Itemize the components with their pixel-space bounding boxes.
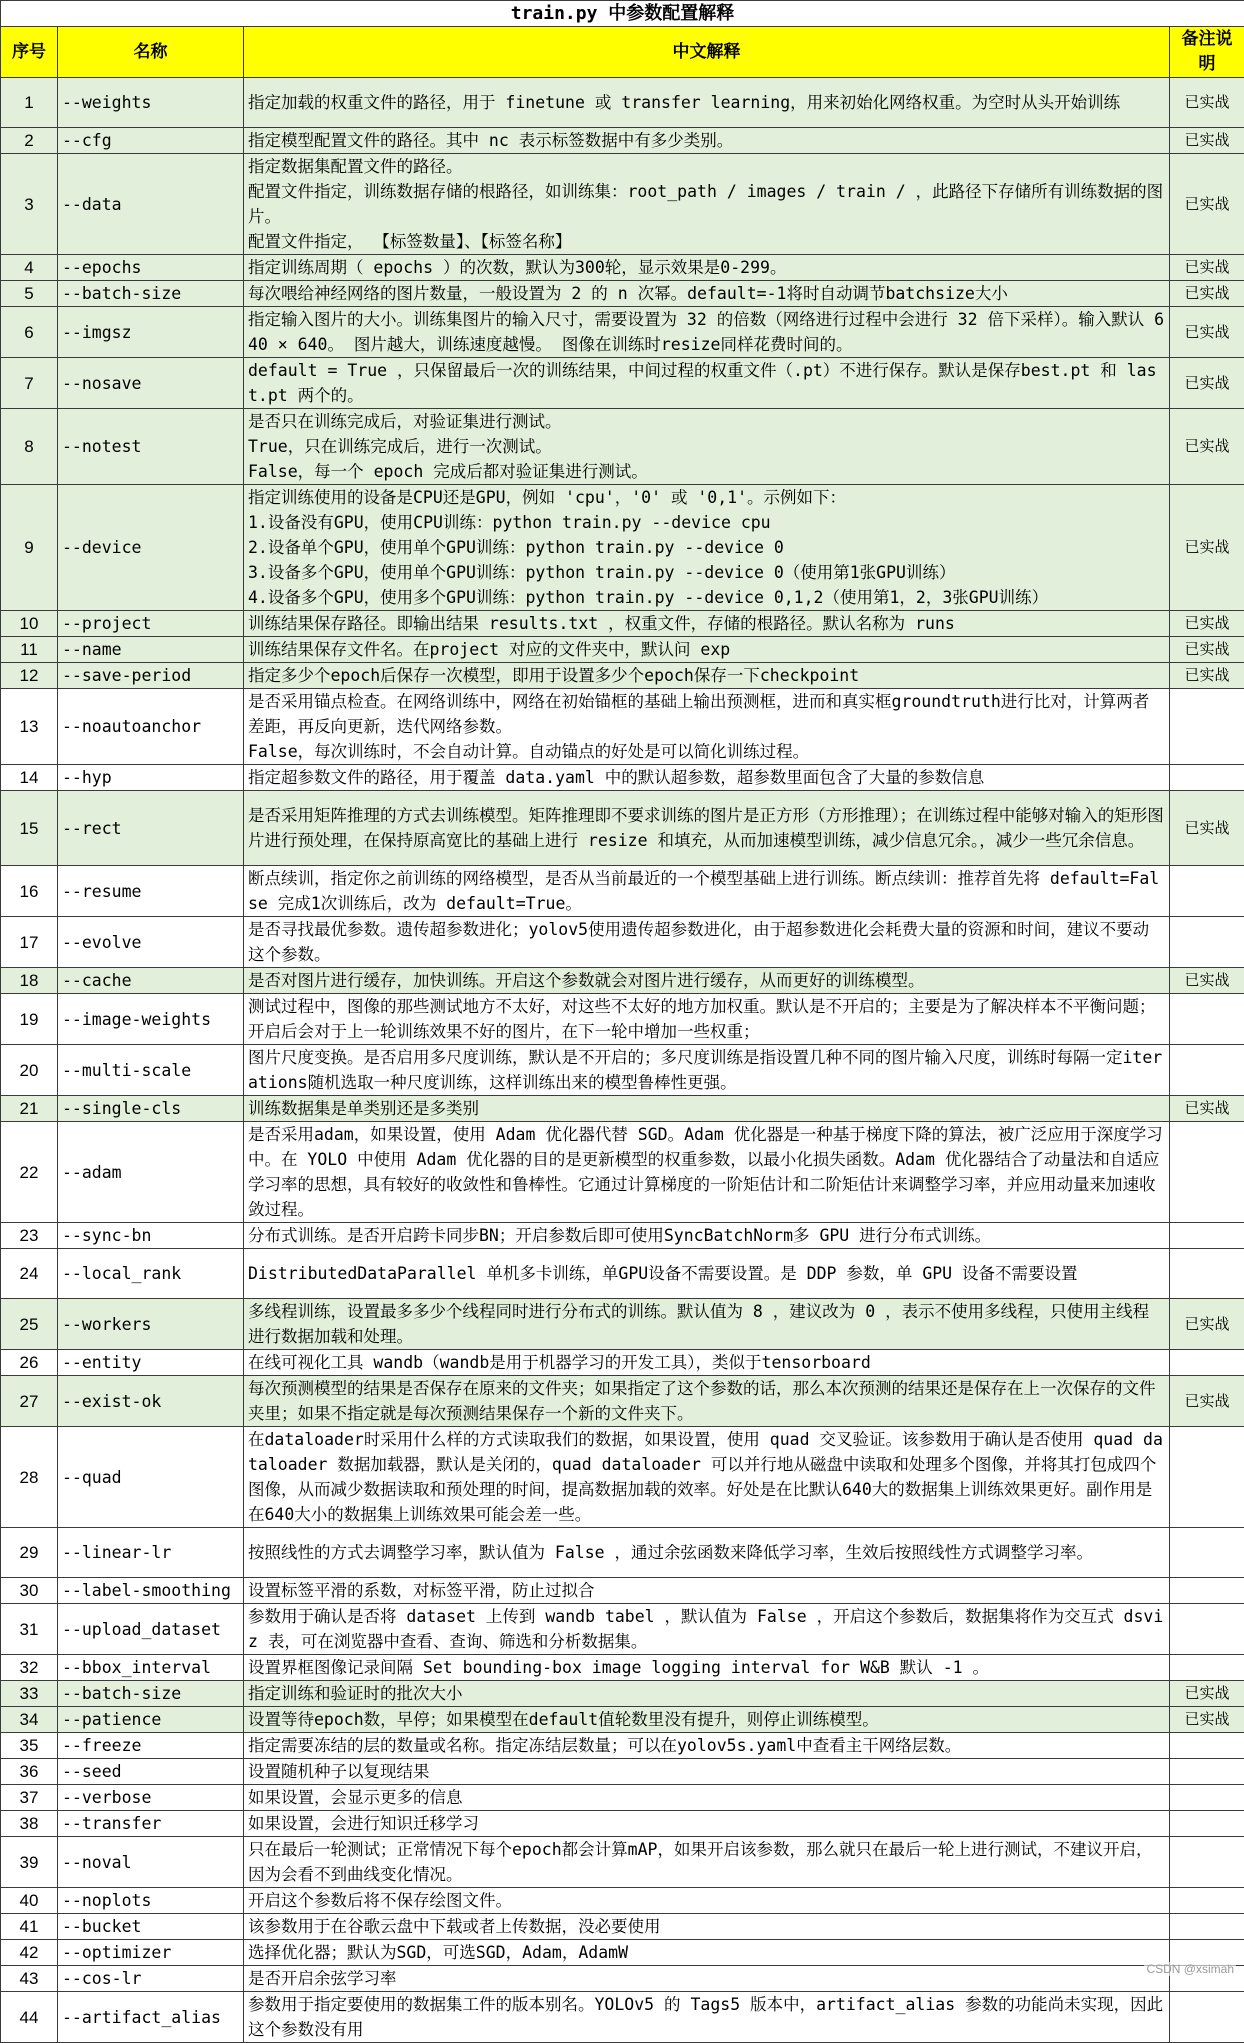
status-note: [1170, 1350, 1244, 1376]
table-row: [1, 1759, 1244, 1785]
status-note: [1170, 1811, 1244, 1837]
param-description: 开启这个参数后将不保存绘图文件。: [244, 1888, 1170, 1914]
param-name: --multi-scale: [58, 1045, 244, 1096]
param-name: --batch-size: [58, 281, 244, 307]
status-note: [1170, 1992, 1244, 2043]
param-description: 选择优化器；默认为SGD，可选SGD，Adam，AdamW: [244, 1940, 1170, 1966]
param-name: --nosave: [58, 358, 244, 409]
status-note: [1170, 866, 1244, 917]
header-note: 备注说明: [1170, 27, 1244, 78]
row-number: 31: [1, 1604, 58, 1655]
param-name: --adam: [58, 1122, 244, 1223]
param-name: --save-period: [58, 663, 244, 689]
table-row: [1, 1733, 1244, 1759]
param-name: --patience: [58, 1707, 244, 1733]
param-description: 分布式训练。是否开启跨卡同步BN；开启参数后即可使用SyncBatchNorm多 GPU 进行分布式训练。: [244, 1223, 1170, 1249]
param-name: --rect: [58, 791, 244, 866]
table-row: [1, 689, 1244, 765]
row-number: 40: [1, 1888, 58, 1914]
param-description: 指定加载的权重文件的路径，用于 finetune 或 transfer learning，用来初始化网络权重。为空时从头开始训练: [244, 78, 1170, 128]
param-description: 如果设置，会进行知识迁移学习: [244, 1811, 1170, 1837]
status-note: 已实战: [1170, 663, 1244, 689]
table-row: [1, 637, 1244, 663]
table-row: [1, 611, 1244, 637]
param-name: --hyp: [58, 765, 244, 791]
row-number: 11: [1, 637, 58, 663]
row-number: 22: [1, 1122, 58, 1223]
row-number: 27: [1, 1376, 58, 1427]
param-name: --local_rank: [58, 1249, 244, 1299]
param-name: --single-cls: [58, 1096, 244, 1122]
param-description: 参数用于确认是否将 dataset 上传到 wandb tabel ，默认值为 False ，开启这个参数后，数据集将作为交互式 dsviz 表，可在浏览器中查看、查询、筛选和分析数据集。: [244, 1604, 1170, 1655]
row-number: 32: [1, 1655, 58, 1681]
param-description: 指定训练和验证时的批次大小: [244, 1681, 1170, 1707]
param-description: 是否寻找最优参数。遗传超参数进化；yolov5使用遗传超参数进化，由于超参数进化会耗费大量的资源和时间，建议不要动这个参数。: [244, 917, 1170, 968]
status-note: 已实战: [1170, 78, 1244, 128]
param-name: --optimizer: [58, 1940, 244, 1966]
param-description: DistributedDataParallel 单机多卡训练，单GPU设备不需要设置。是 DDP 参数，单 GPU 设备不需要设置: [244, 1249, 1170, 1299]
table-row: [1, 1528, 1244, 1578]
row-number: 18: [1, 968, 58, 994]
param-name: --data: [58, 154, 244, 255]
status-note: 已实战: [1170, 255, 1244, 281]
param-name: --bbox_interval: [58, 1655, 244, 1681]
param-description: 断点续训，指定你之前训练的网络模型，是否从当前最近的一个模型基础上进行训练。断点续训：推荐首先将 default=False 完成1次训练后，改为 default=True。: [244, 866, 1170, 917]
param-description: 按照线性的方式去调整学习率，默认值为 False ，通过余弦函数来降低学习率，生效后按照线性方式调整学习率。: [244, 1528, 1170, 1578]
row-number: 12: [1, 663, 58, 689]
param-name: --resume: [58, 866, 244, 917]
status-note: [1170, 1578, 1244, 1604]
status-note: 已实战: [1170, 485, 1244, 611]
param-description: 指定模型配置文件的路径。其中 nc 表示标签数据中有多少类别。: [244, 128, 1170, 154]
table-row: [1, 358, 1244, 409]
row-number: 25: [1, 1299, 58, 1350]
row-number: 14: [1, 765, 58, 791]
status-note: [1170, 1045, 1244, 1096]
param-description: 图片尺度变换。是否启用多尺度训练，默认是不开启的；多尺度训练是指设置几种不同的图片输入尺度，训练时每隔一定iterations随机选取一种尺度训练，这样训练出来的模型鲁棒性更强。: [244, 1045, 1170, 1096]
table-row: [1, 663, 1244, 689]
row-number: 19: [1, 994, 58, 1045]
param-description: 设置标签平滑的系数，对标签平滑，防止过拟合: [244, 1578, 1170, 1604]
table-row: [1, 78, 1244, 128]
table-row: [1, 281, 1244, 307]
table-row: [1, 1350, 1244, 1376]
param-name: --batch-size: [58, 1681, 244, 1707]
row-number: 9: [1, 485, 58, 611]
table-row: [1, 1045, 1244, 1096]
status-note: [1170, 1223, 1244, 1249]
status-note: [1170, 917, 1244, 968]
status-note: 已实战: [1170, 307, 1244, 358]
status-note: [1170, 1785, 1244, 1811]
table-row: [1, 1578, 1244, 1604]
row-number: 30: [1, 1578, 58, 1604]
table-row: [1, 1249, 1244, 1299]
status-note: 已实战: [1170, 1707, 1244, 1733]
row-number: 42: [1, 1940, 58, 1966]
table-row: [1, 1992, 1244, 2043]
param-description: 指定需要冻结的层的数量或名称。指定冻结层数量；可以在yolov5s.yaml中查看主干网络层数。: [244, 1733, 1170, 1759]
status-note: 已实战: [1170, 1299, 1244, 1350]
row-number: 41: [1, 1914, 58, 1940]
status-note: 已实战: [1170, 281, 1244, 307]
param-name: --notest: [58, 409, 244, 485]
status-note: 已实战: [1170, 968, 1244, 994]
param-name: --quad: [58, 1427, 244, 1528]
param-description: 设置界框图像记录间隔 Set bounding-box image logging interval for W&B 默认 -1 。: [244, 1655, 1170, 1681]
table-row: [1, 255, 1244, 281]
row-number: 34: [1, 1707, 58, 1733]
param-description: 训练数据集是单类别还是多类别: [244, 1096, 1170, 1122]
row-number: 3: [1, 154, 58, 255]
status-note: [1170, 994, 1244, 1045]
table-row: [1, 409, 1244, 485]
row-number: 7: [1, 358, 58, 409]
param-description: 在dataloader时采用什么样的方式读取我们的数据，如果设置，使用 quad 交叉验证。该参数用于确认是否使用 quad dataloader 数据加载器，默认是关闭的，quad dataloader 可以并行地从磁盘中读取和处理多个图像，并将其打包成四个图像，从而减少数据读取和预处理的时间，提高数据加载的效率。好处是在比默认640大的数据集上训练效果更好。副作用是在640大小的数据集上训练效果可能会差一些。: [244, 1427, 1170, 1528]
row-number: 39: [1, 1837, 58, 1888]
status-note: 已实战: [1170, 154, 1244, 255]
status-note: [1170, 1528, 1244, 1578]
table-row: [1, 765, 1244, 791]
param-description: 每次预测模型的结果是否保存在原来的文件夹；如果指定了这个参数的话，那么本次预测的结果还是保存在上一次保存的文件夹里；如果不指定就是每次预测结果保存一个新的文件夹下。: [244, 1376, 1170, 1427]
table-row: [1, 1966, 1244, 1992]
param-description: 在线可视化工具 wandb（wandb是用于机器学习的开发工具），类似于tensorboard: [244, 1350, 1170, 1376]
param-name: --cos-lr: [58, 1966, 244, 1992]
status-note: 已实战: [1170, 128, 1244, 154]
row-number: 43: [1, 1966, 58, 1992]
param-name: --upload_dataset: [58, 1604, 244, 1655]
title-row: [1, 1, 1244, 27]
row-number: 38: [1, 1811, 58, 1837]
param-description: 只在最后一轮测试；正常情况下每个epoch都会计算mAP，如果开启该参数，那么就只在最后一轮上进行测试，不建议开启，因为会看不到曲线变化情况。: [244, 1837, 1170, 1888]
table-row: [1, 154, 1244, 255]
row-number: 20: [1, 1045, 58, 1096]
param-description: default = True ，只保留最后一次的训练结果，中间过程的权重文件（.pt）不进行保存。默认是保存best.pt 和 last.pt 两个的。: [244, 358, 1170, 409]
param-description: 是否开启余弦学习率: [244, 1966, 1170, 1992]
table-row: [1, 1427, 1244, 1528]
param-name: --bucket: [58, 1914, 244, 1940]
param-name: --device: [58, 485, 244, 611]
row-number: 8: [1, 409, 58, 485]
param-description: 训练结果保存文件名。在project 对应的文件夹中，默认问 exp: [244, 637, 1170, 663]
row-number: 37: [1, 1785, 58, 1811]
table-row: [1, 866, 1244, 917]
row-number: 10: [1, 611, 58, 637]
status-note: 已实战: [1170, 611, 1244, 637]
param-description: 训练结果保存路径。即输出结果 results.txt ，权重文件，存储的根路径。默认名称为 runs: [244, 611, 1170, 637]
header-desc: 中文解释: [244, 27, 1170, 78]
param-name: --cache: [58, 968, 244, 994]
table-row: [1, 1940, 1244, 1966]
row-number: 17: [1, 917, 58, 968]
status-note: [1170, 1759, 1244, 1785]
table-row: [1, 1096, 1244, 1122]
param-description: 每次喂给神经网络的图片数量，一般设置为 2 的 n 次幂。default=-1将时自动调节batchsize大小: [244, 281, 1170, 307]
param-name: --verbose: [58, 1785, 244, 1811]
row-number: 16: [1, 866, 58, 917]
table-row: [1, 307, 1244, 358]
table-row: [1, 1376, 1244, 1427]
table-row: [1, 128, 1244, 154]
status-note: [1170, 1249, 1244, 1299]
param-name: --image-weights: [58, 994, 244, 1045]
param-name: --noplots: [58, 1888, 244, 1914]
param-description: 是否采用矩阵推理的方式去训练模型。矩阵推理即不要求训练的图片是正方形（方形推理）；在训练过程中能够对输入的矩形图片进行预处理，在保持原高宽比的基础上进行 resize 和填充，从而加速模型训练，减少信息冗余。，减少一些冗余信息。: [244, 791, 1170, 866]
table-row: [1, 1223, 1244, 1249]
status-note: [1170, 689, 1244, 765]
param-name: --evolve: [58, 917, 244, 968]
param-description: 指定数据集配置文件的路径。 配置文件指定，训练数据存储的根路径，如训练集：root_path / images / train / ，此路径下存储所有训练数据的图片。 配置文件指定， 【标签数量】、【标签名称】: [244, 154, 1170, 255]
status-note: [1170, 1427, 1244, 1528]
param-name: --sync-bn: [58, 1223, 244, 1249]
param-name: --seed: [58, 1759, 244, 1785]
row-number: 29: [1, 1528, 58, 1578]
param-description: 指定多少个epoch后保存一次模型，即用于设置多少个epoch保存一下checkpoint: [244, 663, 1170, 689]
table-row: [1, 1655, 1244, 1681]
table-row: [1, 1914, 1244, 1940]
sheet-title: train.py 中参数配置解释: [1, 1, 1244, 27]
header-name: 名称: [58, 27, 244, 78]
table-row: [1, 1122, 1244, 1223]
table-row: [1, 917, 1244, 968]
header-row: [1, 27, 1244, 78]
status-note: 已实战: [1170, 1096, 1244, 1122]
status-note: 已实战: [1170, 637, 1244, 663]
param-name: --project: [58, 611, 244, 637]
row-number: 28: [1, 1427, 58, 1528]
param-name: --noval: [58, 1837, 244, 1888]
row-number: 21: [1, 1096, 58, 1122]
table-row: [1, 1888, 1244, 1914]
param-description: 设置等待epoch数，早停；如果模型在default值轮数里没有提升，则停止训练模型。: [244, 1707, 1170, 1733]
param-name: --cfg: [58, 128, 244, 154]
param-name: --noautoanchor: [58, 689, 244, 765]
table-row: [1, 1604, 1244, 1655]
row-number: 15: [1, 791, 58, 866]
param-name: --label-smoothing: [58, 1578, 244, 1604]
status-note: [1170, 765, 1244, 791]
param-name: --freeze: [58, 1733, 244, 1759]
row-number: 35: [1, 1733, 58, 1759]
param-description: 测试过程中，图像的那些测试地方不太好，对这些不太好的地方加权重。默认是不开启的；主要是为了解决样本不平衡问题；开启后会对于上一轮训练效果不好的图片，在下一轮中增加一些权重；: [244, 994, 1170, 1045]
param-name: --epochs: [58, 255, 244, 281]
row-number: 1: [1, 78, 58, 128]
row-number: 33: [1, 1681, 58, 1707]
row-number: 5: [1, 281, 58, 307]
watermark: CSDN @xsimah: [1144, 1962, 1236, 1976]
param-name: --imgsz: [58, 307, 244, 358]
param-description: 参数用于指定要使用的数据集工件的版本别名。YOLOv5 的 Tags5 版本中，artifact_alias 参数的功能尚未实现，因此这个参数没有用: [244, 1992, 1170, 2043]
param-description: 是否采用adam，如果设置，使用 Adam 优化器代替 SGD。Adam 优化器是一种基于梯度下降的算法，被广泛应用于深度学习中。在 YOLO 中使用 Adam 优化器的目的是更新模型的权重参数，以最小化损失函数。Adam 优化器结合了动量法和自适应学习率的思想，具有较好的收敛性和鲁棒性。它通过计算梯度的一阶矩估计和二阶矩估计来调整学习率，并应用动量来加速收敛过程。: [244, 1122, 1170, 1223]
table-row: [1, 1785, 1244, 1811]
table-row: [1, 968, 1244, 994]
row-number: 6: [1, 307, 58, 358]
row-number: 44: [1, 1992, 58, 2043]
param-name: --exist-ok: [58, 1376, 244, 1427]
status-note: [1170, 1733, 1244, 1759]
status-note: 已实战: [1170, 409, 1244, 485]
param-description: 指定训练使用的设备是CPU还是GPU，例如 'cpu'，'0' 或 '0,1'。示例如下： 1.设备没有GPU，使用CPU训练：python train.py --device cpu 2.设备单个GPU，使用单个GPU训练：python train.py --device 0 3.设备多个GPU，使用单个GPU训练：python train.py --device 0（使用第1张GPU训练） 4.设备多个GPU，使用多个GPU训练：python train.py --device 0,1,2（使用第1，2，3张GPU训练）: [244, 485, 1170, 611]
table-row: [1, 1837, 1244, 1888]
param-name: --artifact_alias: [58, 1992, 244, 2043]
table-row: [1, 485, 1244, 611]
row-number: 26: [1, 1350, 58, 1376]
param-name: --weights: [58, 78, 244, 128]
status-note: 已实战: [1170, 1376, 1244, 1427]
row-number: 4: [1, 255, 58, 281]
param-name: --transfer: [58, 1811, 244, 1837]
row-number: 24: [1, 1249, 58, 1299]
status-note: 已实战: [1170, 791, 1244, 866]
param-description: 是否只在训练完成后，对验证集进行测试。 True，只在训练完成后，进行一次测试。 False，每一个 epoch 完成后都对验证集进行测试。: [244, 409, 1170, 485]
status-note: [1170, 1122, 1244, 1223]
row-number: 36: [1, 1759, 58, 1785]
row-number: 23: [1, 1223, 58, 1249]
header-num: 序号: [1, 27, 58, 78]
param-name: --linear-lr: [58, 1528, 244, 1578]
param-description: 指定训练周期（ epochs ）的次数，默认为300轮，显示效果是0-299。: [244, 255, 1170, 281]
param-description: 该参数用于在谷歌云盘中下载或者上传数据，没必要使用: [244, 1914, 1170, 1940]
status-note: [1170, 1914, 1244, 1940]
param-name: --workers: [58, 1299, 244, 1350]
status-note: [1170, 1837, 1244, 1888]
row-number: 13: [1, 689, 58, 765]
param-name: --name: [58, 637, 244, 663]
param-description: 指定超参数文件的路径，用于覆盖 data.yaml 中的默认超参数，超参数里面包含了大量的参数信息: [244, 765, 1170, 791]
param-description: 多线程训练，设置最多多少个线程同时进行分布式的训练。默认值为 8 ，建议改为 0 ，表示不使用多线程，只使用主线程进行数据加载和处理。: [244, 1299, 1170, 1350]
table-row: [1, 1811, 1244, 1837]
status-note: 已实战: [1170, 1681, 1244, 1707]
table-row: [1, 1707, 1244, 1733]
table-row: [1, 1681, 1244, 1707]
status-note: [1170, 1888, 1244, 1914]
status-note: 已实战: [1170, 358, 1244, 409]
status-note: [1170, 1655, 1244, 1681]
param-description: 是否对图片进行缓存，加快训练。开启这个参数就会对图片进行缓存，从而更好的训练模型。: [244, 968, 1170, 994]
status-note: [1170, 1604, 1244, 1655]
table-row: [1, 791, 1244, 866]
param-name: --entity: [58, 1350, 244, 1376]
row-number: 2: [1, 128, 58, 154]
param-description: 是否采用锚点检查。在网络训练中，网络在初始锚框的基础上输出预测框，进而和真实框groundtruth进行比对，计算两者差距，再反向更新，迭代网络参数。 False，每次训练时，不会自动计算。自动锚点的好处是可以简化训练过程。: [244, 689, 1170, 765]
param-description: 如果设置，会显示更多的信息: [244, 1785, 1170, 1811]
param-description: 设置随机种子以复现结果: [244, 1759, 1170, 1785]
table-body: [1, 78, 1244, 2043]
param-description: 指定输入图片的大小。训练集图片的输入尺寸，需要设置为 32 的倍数（网络进行过程中会进行 32 倍下采样）。输入默认 640 × 640。 图片越大，训练速度越慢。 图像在训练时resize同样花费时间的。: [244, 307, 1170, 358]
table-row: [1, 1299, 1244, 1350]
table-row: [1, 994, 1244, 1045]
